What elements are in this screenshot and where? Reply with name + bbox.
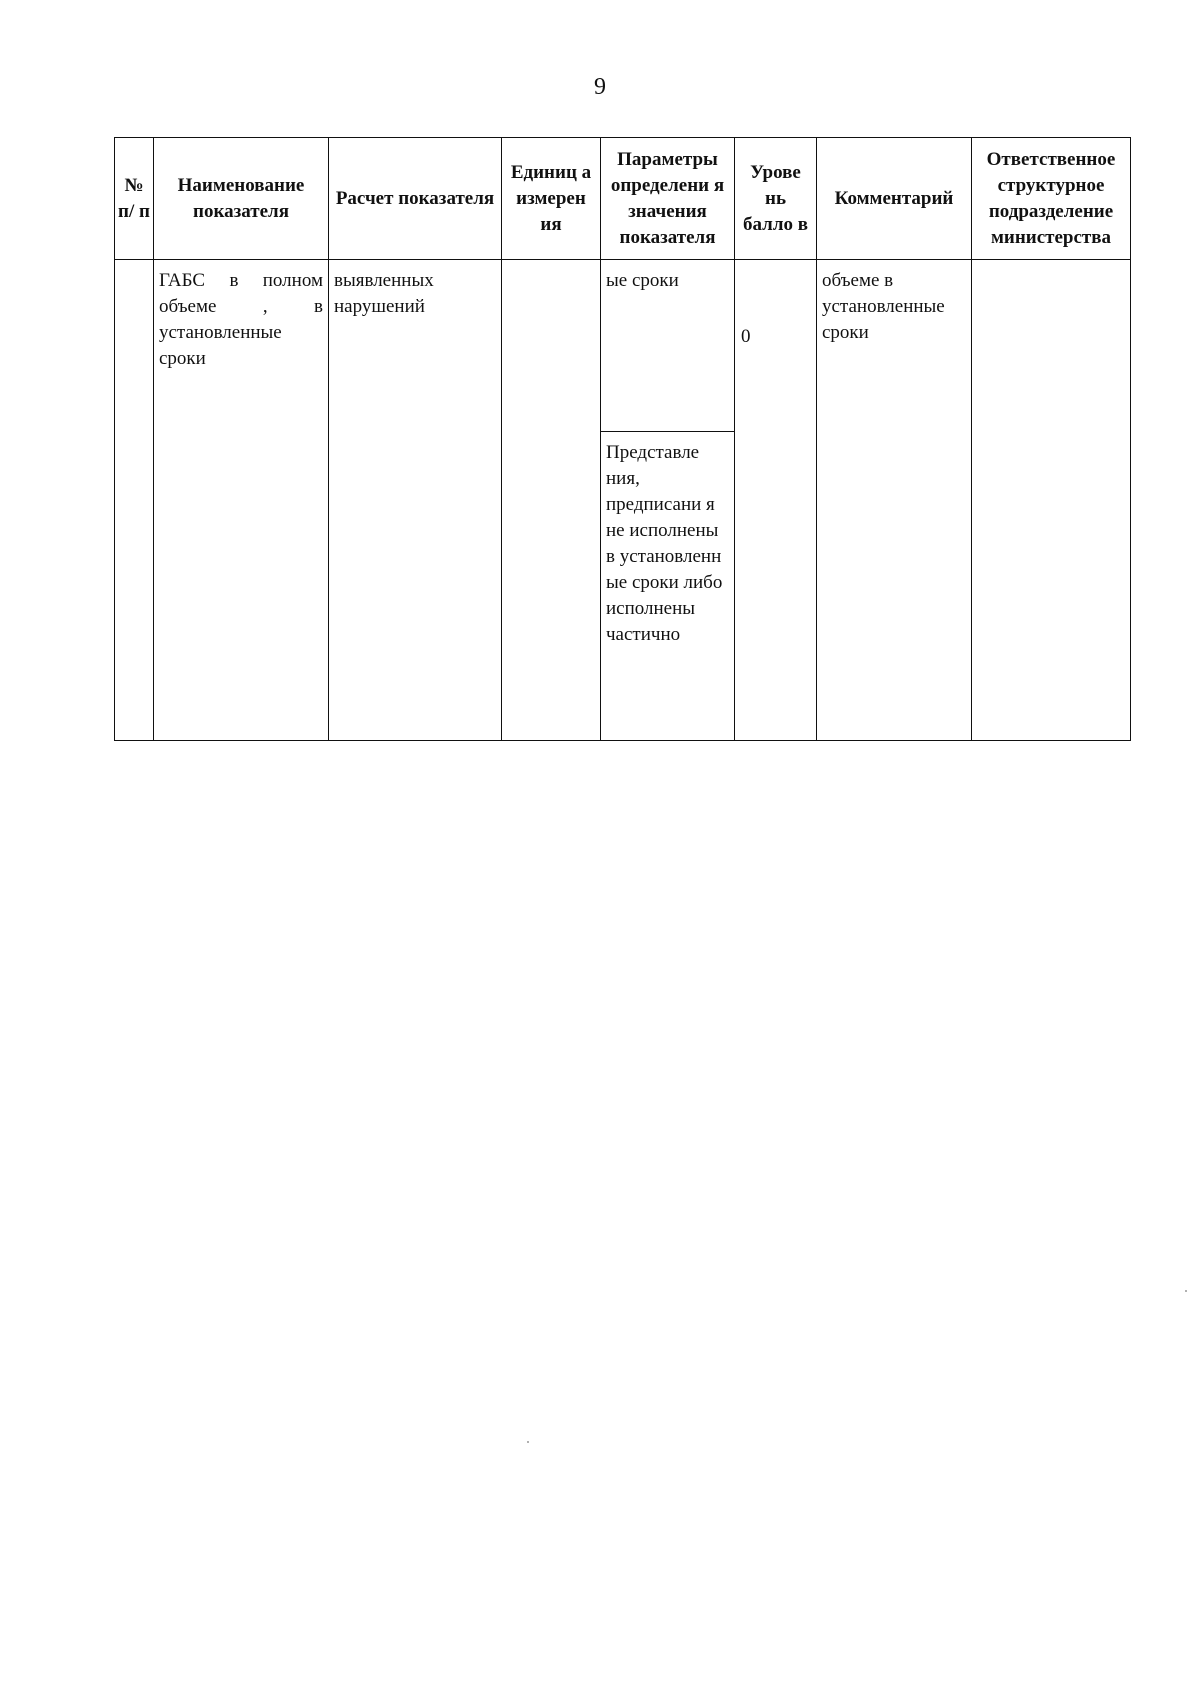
cell-level (735, 260, 817, 741)
header-level: Урове нь балло в (735, 138, 817, 260)
cell-params (601, 260, 735, 741)
cell-name: ГАБС в полном объеме , в установленные сроки (154, 260, 329, 741)
table-header-row (115, 138, 1131, 260)
header-unit: Единиц а измерен ия (502, 138, 601, 260)
header-calc: Расчет показателя (329, 138, 502, 260)
header-comment: Комментарий (817, 138, 972, 260)
cell-comment: объеме в установленные сроки (817, 260, 972, 741)
header-name: Наименование показателя (154, 138, 329, 260)
table-row (115, 260, 1131, 741)
params-top: ые сроки (601, 260, 734, 432)
level-value: 0 (741, 326, 751, 347)
params-bottom: Представле ния, предписани я не исполнены в установленн ые сроки либо исполнены частично (606, 442, 723, 645)
cell-calc: выявленных нарушений (329, 260, 502, 741)
indicators-table (114, 137, 1131, 741)
scan-speck (527, 1441, 529, 1443)
header-responsible: Ответственное структурное подразделение министерства (972, 138, 1131, 260)
header-num: № п/ п (115, 138, 154, 260)
page-number: 9 (594, 74, 606, 100)
scan-speck (1185, 1290, 1187, 1292)
cell-responsible (972, 260, 1131, 741)
header-params: Параметры определени я значения показателя (601, 138, 735, 260)
cell-num (115, 260, 154, 741)
cell-unit (502, 260, 601, 741)
